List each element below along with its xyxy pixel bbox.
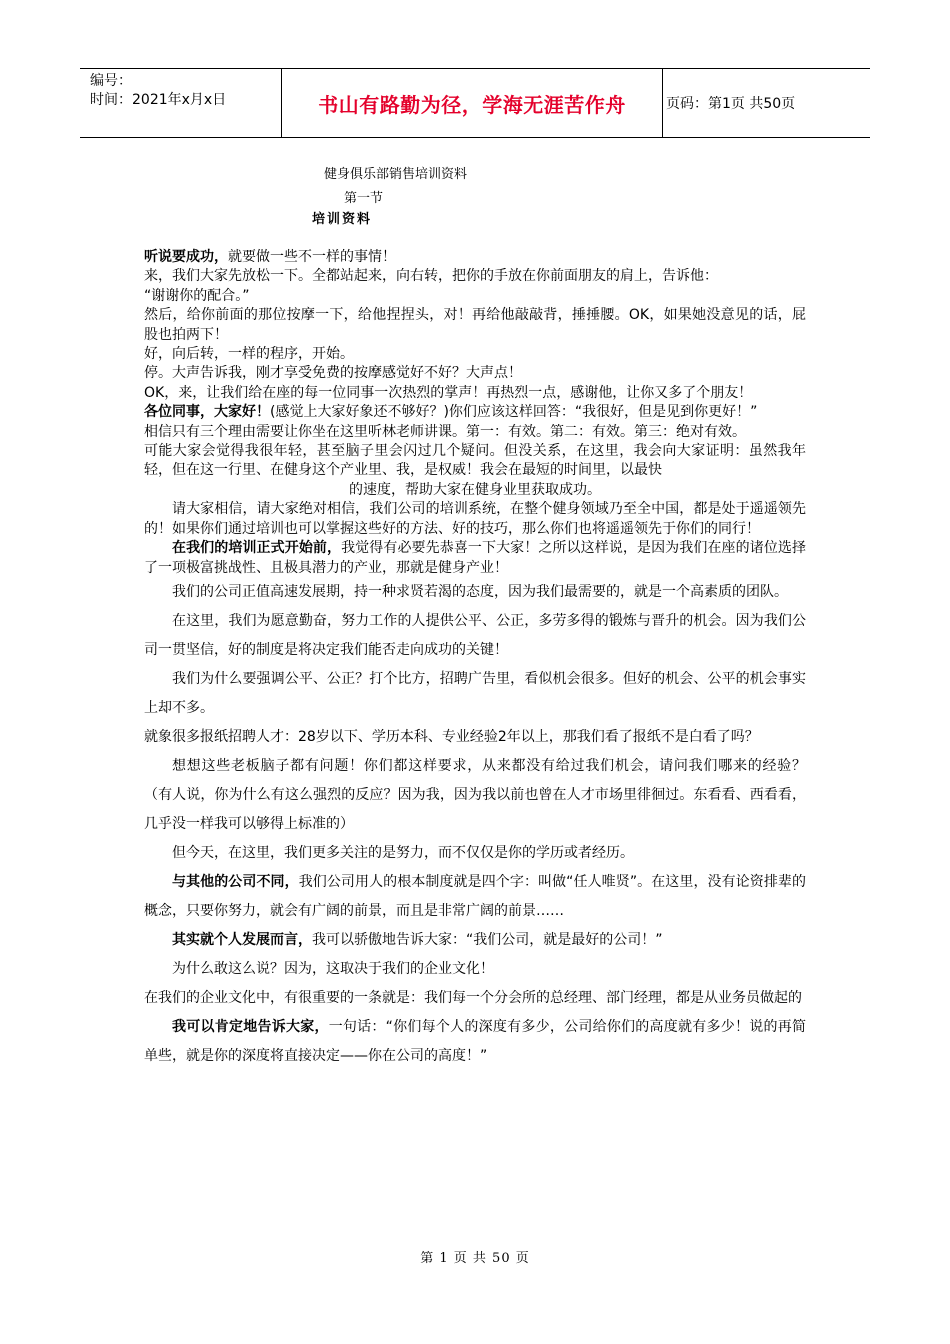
paragraph: 停。大声告诉我，刚才享受免费的按摩感觉好不好？大声点！ bbox=[144, 365, 522, 382]
paragraph: 我们为什么要强调公平、公正？打个比方，招聘广告里，看似机会很多。但好的机会、公平的机会事实上却不多。 bbox=[144, 670, 806, 716]
paragraph: 为什么敢这么说？因为，这取决于我们的企业文化！ bbox=[172, 960, 494, 977]
paragraph: 就象很多报纸招聘人才：28岁以下、学历本科、专业经验2年以上，那我们看了报纸不是白看了吗？ bbox=[144, 728, 759, 745]
paragraph: 各位同事，大家好！(感觉上大家好象还不够好？)你们应该这样回答：“我很好，但是见到你更好！” bbox=[144, 404, 758, 421]
paragraph: OK，来，让我们给在座的每一位同事一次热烈的掌声！再热烈一点，感谢他，让你又多了个朋友！ bbox=[144, 384, 753, 401]
paragraph: 在我们的培训正式开始前，我觉得有必要先恭喜一下大家！之所以这样说，是因为我们在座的诸位选择了一项极富挑战性、且极具潜力的产业，那就是健身产业！ bbox=[144, 540, 807, 576]
paragraph: 听说要成功，就要做一些不一样的事情！ bbox=[144, 249, 396, 265]
paragraph: 可能大家会觉得我很年轻，甚至脑子里会闪过几个疑问。但没关系，在这里，我会向大家证明：虽然我年轻，但在这一行里、在健身这个产业里、我，是权威！我会在最短的时间里，以最快 bbox=[144, 443, 806, 479]
paragraph: 其实就个人发展而言，我可以骄傲地告诉大家：“我们公司，就是最好的公司！” bbox=[172, 931, 663, 948]
page-footer: 第 1 页 共 50 页 bbox=[420, 1251, 530, 1266]
paragraph: 好，向后转，一样的程序，开始。 bbox=[144, 346, 354, 363]
paragraph: 的速度，帮助大家在健身业里获取成功。 bbox=[349, 481, 601, 498]
paragraph: 请大家相信，请大家绝对相信，我们公司的培训系统，在整个健身领域乃至全中国，都是处于遥遥领先的！如果你们通过培训也可以掌握这些好的方法、好的技巧，那么你们也将遥遥领先于你们的同行！ bbox=[144, 501, 806, 537]
paragraph: 但今天，在这里，我们更多关注的是努力，而不仅仅是你的学历或者经历。 bbox=[172, 844, 634, 861]
header-motto: 书山有路勤为径，学海无涯苦作舟 bbox=[282, 69, 663, 137]
paragraph: 与其他的公司不同，我们公司用人的根本制度就是四个字：叫做“任人唯贤”。在这里，没有论资排辈的概念，只要你努力，就会有广阔的前景，而且是非常广阔的前景…… bbox=[144, 873, 806, 919]
header-page-info: 页码：第1页 共50页 bbox=[666, 96, 796, 112]
wide-spaced-section bbox=[144, 578, 806, 1071]
paragraph: 我们的公司正值高速发展期，持一种求贤若渴的态度，因为我们最需要的，就是一个高素质的团队。 bbox=[172, 583, 788, 600]
paragraph: “谢谢你的配合。” bbox=[144, 287, 250, 304]
paragraph: 想想这些老板脑子都有问题！你们都这样要求，从来都没有给过我们机会，请问我们哪来的经验？ （有人说，你为什么有这么强烈的反应？因为我，因为我以前也曾在人才市场里徘徊过。东看看、西看看，几乎没一样我可以够得上标准的） bbox=[144, 757, 806, 832]
paragraph: 然后，给你前面的那位按摩一下，给他捏捏头，对！再给他敲敲背，捶捶腰。OK，如果她没意见的话，屁股也拍两下！ bbox=[144, 307, 806, 343]
paragraph: 来，我们大家先放松一下。全都站起来，向右转，把你的手放在你前面朋友的肩上，告诉他： bbox=[144, 268, 718, 285]
paragraph: 我可以肯定地告诉大家，一句话：“你们每个人的深度有多少，公司给你们的高度就有多少！说的再简单些，就是你的深度将直接决定——你在公司的高度！” bbox=[144, 1018, 806, 1064]
section-subheading: 培训资料 bbox=[312, 212, 373, 227]
doc-number-label: 编号： bbox=[90, 73, 132, 89]
paragraph: 相信只有三个理由需要让你坐在这里听林老师讲课。第一：有效。第二：有效。第三：绝对有效。 bbox=[144, 423, 746, 440]
doc-time-label: 时间：2021年x月x日 bbox=[90, 92, 227, 108]
header-meta-cell bbox=[80, 69, 282, 137]
section-heading: 第一节 bbox=[344, 191, 384, 206]
document-title: 健身俱乐部销售培训资料 bbox=[324, 167, 468, 182]
paragraph: 在这里，我们为愿意勤奋，努力工作的人提供公平、公正，多劳多得的锻炼与晋升的机会。因为我们公司一贯坚信，好的制度是将决定我们能否走向成功的关键！ bbox=[144, 612, 806, 658]
paragraph: 在我们的企业文化中，有很重要的一条就是：我们每一个分会所的总经理、部门经理，都是从业务员做起的 bbox=[144, 989, 802, 1006]
document-body bbox=[144, 248, 806, 1071]
header-table bbox=[80, 68, 870, 138]
